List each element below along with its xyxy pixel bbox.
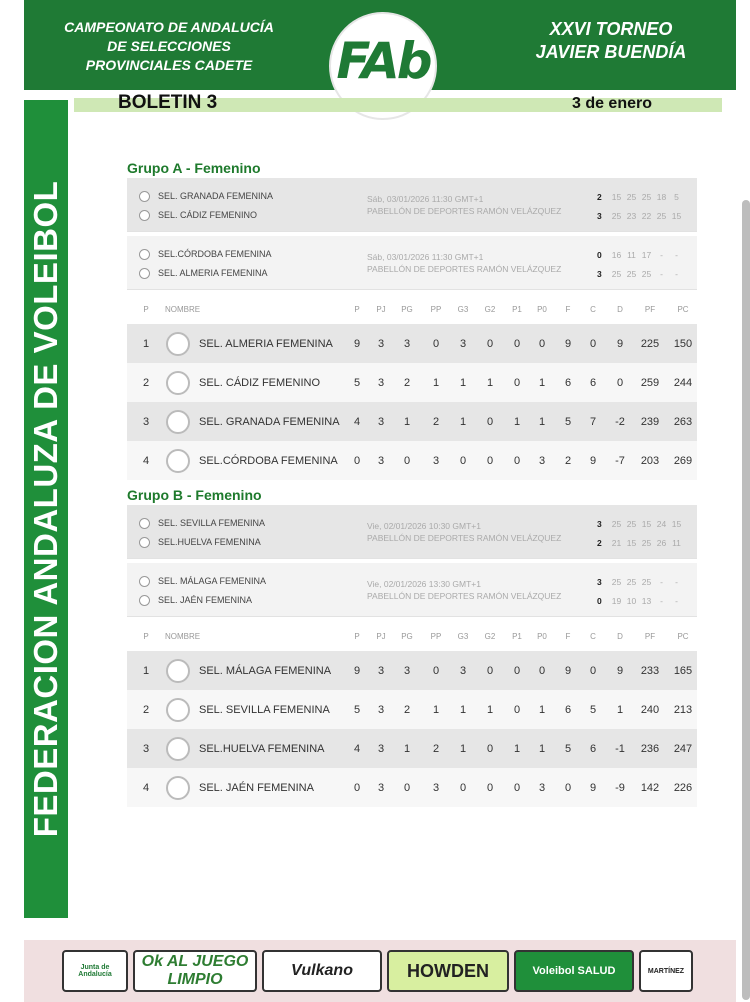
column-header: PC bbox=[677, 631, 689, 641]
cell-name: SEL. GRANADA FEMENINA bbox=[199, 415, 340, 428]
cell-d: -7 bbox=[615, 454, 625, 467]
set-points: 5 bbox=[674, 192, 679, 202]
match-venue: PABELLÓN DE DEPORTES RAMÓN VELÁZQUEZ bbox=[367, 533, 562, 543]
tournament-title-line: XXVI TORNEO bbox=[549, 19, 673, 39]
column-header: P bbox=[354, 304, 360, 314]
match-date: Vie, 02/01/2026 10:30 GMT+1 bbox=[367, 521, 481, 531]
cell-g2: 0 bbox=[486, 337, 494, 350]
cell-c: 9 bbox=[589, 781, 597, 794]
championship-title-line: CAMPEONATO DE ANDALUCÍA bbox=[64, 19, 274, 35]
team-crest-icon bbox=[139, 249, 150, 260]
set-points: 25 bbox=[626, 577, 637, 587]
cell-pos: 2 bbox=[142, 376, 150, 389]
team-crest-icon bbox=[165, 402, 191, 441]
cell-pg: 3 bbox=[403, 337, 411, 350]
match-venue: PABELLÓN DE DEPORTES RAMÓN VELÁZQUEZ bbox=[367, 264, 562, 274]
cell-pg: 0 bbox=[403, 454, 411, 467]
cell-g3: 1 bbox=[459, 742, 467, 755]
cell-f: 9 bbox=[564, 664, 572, 677]
column-header: C bbox=[590, 304, 596, 314]
match-card[interactable] bbox=[127, 178, 697, 232]
federation-logo-text: FAb bbox=[336, 32, 430, 90]
standings-row[interactable] bbox=[127, 651, 697, 690]
cell-g2: 0 bbox=[486, 742, 494, 755]
team-crest-icon bbox=[139, 537, 150, 548]
team-crest-icon bbox=[166, 776, 190, 800]
cell-g3: 1 bbox=[459, 703, 467, 716]
cell-f: 9 bbox=[564, 337, 572, 350]
team-crest-icon bbox=[139, 191, 150, 202]
set-points: 15 bbox=[626, 538, 637, 548]
set-points: - bbox=[660, 269, 663, 279]
cell-g2: 0 bbox=[486, 664, 494, 677]
column-header: PJ bbox=[376, 631, 386, 641]
set-points: - bbox=[660, 250, 663, 260]
cell-pf: 225 bbox=[640, 337, 660, 350]
team-crest-icon bbox=[165, 729, 191, 768]
sponsor-logo: Voleibol SALUD bbox=[514, 950, 634, 992]
cell-pc: 247 bbox=[673, 742, 693, 755]
set-points: 25 bbox=[641, 269, 652, 279]
bulletin-date: 3 de enero bbox=[571, 95, 652, 112]
standings-row[interactable] bbox=[127, 690, 697, 729]
cell-pg: 2 bbox=[403, 703, 411, 716]
cell-pp: 2 bbox=[432, 742, 440, 755]
cell-pp: 1 bbox=[432, 703, 440, 716]
column-header: PF bbox=[644, 631, 656, 641]
cell-d: 9 bbox=[616, 664, 624, 677]
column-header: PC bbox=[677, 304, 689, 314]
cell-p1: 1 bbox=[513, 415, 521, 428]
column-header: PG bbox=[401, 631, 413, 641]
cell-pf: 233 bbox=[640, 664, 660, 677]
cell-g2: 0 bbox=[486, 781, 494, 794]
cell-g3: 1 bbox=[459, 376, 467, 389]
team-crest-icon bbox=[166, 698, 190, 722]
cell-pj: 3 bbox=[377, 415, 385, 428]
home-team bbox=[139, 249, 272, 260]
cell-pg: 2 bbox=[403, 376, 411, 389]
cell-d: -9 bbox=[615, 781, 625, 794]
column-header: G3 bbox=[457, 631, 469, 641]
cell-pc: 269 bbox=[673, 454, 693, 467]
cell-p: 5 bbox=[353, 376, 361, 389]
cell-d: 9 bbox=[616, 337, 624, 350]
cell-pos: 1 bbox=[142, 664, 150, 677]
column-header: D bbox=[617, 631, 623, 641]
away-score bbox=[597, 538, 692, 548]
cell-pos: 3 bbox=[142, 415, 150, 428]
cell-c: 6 bbox=[589, 742, 597, 755]
home-team bbox=[139, 576, 266, 587]
away-team bbox=[139, 537, 261, 548]
set-points: - bbox=[675, 250, 678, 260]
cell-name: SEL. SEVILLA FEMENINA bbox=[199, 703, 330, 716]
cell-d: -1 bbox=[615, 742, 625, 755]
cell-pc: 244 bbox=[673, 376, 693, 389]
cell-g2: 1 bbox=[486, 376, 494, 389]
team-crest-icon bbox=[165, 363, 191, 402]
match-card[interactable] bbox=[127, 563, 697, 617]
set-points: 11 bbox=[627, 250, 636, 260]
match-date: Sáb, 03/01/2026 11:30 GMT+1 bbox=[367, 194, 484, 204]
team-crest-icon bbox=[139, 576, 150, 587]
away-team-name: SEL. CÁDIZ FEMENINO bbox=[158, 210, 258, 220]
home-score bbox=[597, 250, 692, 260]
column-header: F bbox=[565, 631, 571, 641]
cell-name: SEL.CÓRDOBA FEMENINA bbox=[199, 454, 338, 467]
cell-pf: 142 bbox=[640, 781, 660, 794]
cell-pj: 3 bbox=[377, 664, 385, 677]
away-score bbox=[597, 269, 692, 279]
home-team bbox=[139, 191, 273, 202]
sponsor-logo: Ok AL JUEGO LIMPIO bbox=[133, 950, 257, 992]
cell-pf: 240 bbox=[640, 703, 660, 716]
column-header: PP bbox=[430, 304, 442, 314]
championship-title-line: PROVINCIALES CADETE bbox=[85, 57, 253, 73]
team-crest-icon bbox=[139, 518, 150, 529]
away-team bbox=[139, 268, 268, 279]
set-points: 13 bbox=[641, 596, 652, 606]
cell-p0: 1 bbox=[538, 376, 546, 389]
sponsor-logo: Vulkano bbox=[262, 950, 382, 992]
standings-row[interactable] bbox=[127, 441, 697, 480]
set-points: 25 bbox=[611, 269, 622, 279]
cell-pc: 165 bbox=[673, 664, 693, 677]
cell-c: 0 bbox=[589, 664, 597, 677]
column-header: NOMBRE bbox=[165, 304, 201, 314]
set-points: 15 bbox=[611, 192, 622, 202]
set-points: 25 bbox=[626, 519, 637, 529]
set-points: 24 bbox=[656, 519, 667, 529]
cell-pj: 3 bbox=[377, 454, 385, 467]
team-crest-icon bbox=[166, 449, 190, 473]
group-title: Grupo A - Femenino bbox=[127, 160, 261, 176]
set-points: 25 bbox=[656, 211, 667, 221]
home-team-name: SEL. SEVILLA FEMENINA bbox=[158, 518, 266, 528]
side-banner-text: FEDERACION ANDALUZA DE VOLEIBOL bbox=[27, 180, 64, 838]
match-date: Sáb, 03/01/2026 11:30 GMT+1 bbox=[367, 252, 484, 262]
cell-pp: 0 bbox=[432, 337, 440, 350]
cell-p0: 1 bbox=[538, 415, 546, 428]
cell-d: 1 bbox=[616, 703, 624, 716]
cell-p: 5 bbox=[353, 703, 361, 716]
away-score bbox=[597, 596, 692, 606]
cell-pj: 3 bbox=[377, 742, 385, 755]
cell-g2: 0 bbox=[486, 415, 494, 428]
cell-p: 4 bbox=[353, 415, 361, 428]
away-sets: 0 bbox=[597, 596, 602, 606]
cell-g3: 3 bbox=[459, 337, 467, 350]
cell-f: 0 bbox=[564, 781, 572, 794]
set-points: 15 bbox=[671, 519, 682, 529]
cell-p0: 1 bbox=[538, 742, 546, 755]
standings-header bbox=[127, 621, 697, 651]
away-sets: 3 bbox=[597, 211, 602, 221]
column-header: G2 bbox=[484, 631, 496, 641]
cell-pos: 2 bbox=[142, 703, 150, 716]
cell-pos: 1 bbox=[142, 337, 150, 350]
cell-pg: 3 bbox=[403, 664, 411, 677]
column-header: PP bbox=[430, 631, 442, 641]
cell-p1: 0 bbox=[513, 664, 521, 677]
cell-g3: 1 bbox=[459, 415, 467, 428]
away-team bbox=[139, 595, 252, 606]
cell-pg: 0 bbox=[403, 781, 411, 794]
cell-pp: 0 bbox=[432, 664, 440, 677]
championship-title-line: DE SELECCIONES bbox=[107, 38, 231, 54]
cell-p1: 1 bbox=[513, 742, 521, 755]
match-date: Vie, 02/01/2026 13:30 GMT+1 bbox=[367, 579, 481, 589]
column-header: P bbox=[354, 631, 360, 641]
match-venue: PABELLÓN DE DEPORTES RAMÓN VELÁZQUEZ bbox=[367, 206, 562, 216]
championship-title bbox=[24, 18, 314, 75]
cell-f: 5 bbox=[564, 742, 572, 755]
team-crest-icon bbox=[165, 324, 191, 363]
set-points: 16 bbox=[611, 250, 622, 260]
cell-pc: 263 bbox=[673, 415, 693, 428]
group-title: Grupo B - Femenino bbox=[127, 487, 262, 503]
scrollbar[interactable] bbox=[742, 200, 750, 1000]
cell-f: 5 bbox=[564, 415, 572, 428]
cell-pg: 1 bbox=[403, 415, 411, 428]
cell-c: 6 bbox=[589, 376, 597, 389]
team-crest-icon bbox=[165, 441, 191, 480]
column-header: PJ bbox=[376, 304, 386, 314]
set-points: 23 bbox=[626, 211, 637, 221]
match-card[interactable] bbox=[127, 236, 697, 290]
cell-pj: 3 bbox=[377, 703, 385, 716]
team-crest-icon bbox=[166, 410, 190, 434]
set-points: 25 bbox=[641, 538, 652, 548]
set-points: 22 bbox=[641, 211, 652, 221]
cell-p: 0 bbox=[353, 454, 361, 467]
standings-row[interactable] bbox=[127, 324, 697, 363]
cell-pf: 259 bbox=[640, 376, 660, 389]
cell-pos: 4 bbox=[142, 454, 150, 467]
cell-p0: 0 bbox=[538, 664, 546, 677]
cell-p: 0 bbox=[353, 781, 361, 794]
cell-p1: 0 bbox=[513, 376, 521, 389]
set-points: - bbox=[675, 269, 678, 279]
team-crest-icon bbox=[166, 737, 190, 761]
cell-name: SEL. CÁDIZ FEMENINO bbox=[199, 376, 321, 389]
set-points: 25 bbox=[611, 211, 622, 221]
set-points: 15 bbox=[671, 211, 682, 221]
sponsor-logo: Junta de Andalucía bbox=[62, 950, 128, 992]
column-header: P1 bbox=[512, 304, 522, 314]
cell-pos: 4 bbox=[142, 781, 150, 794]
cell-pc: 150 bbox=[673, 337, 693, 350]
cell-pp: 3 bbox=[432, 454, 440, 467]
team-crest-icon bbox=[165, 690, 191, 729]
set-points: - bbox=[660, 577, 663, 587]
cell-name: SEL. ALMERIA FEMENINA bbox=[199, 337, 333, 350]
set-points: 25 bbox=[626, 192, 637, 202]
standings-row[interactable] bbox=[127, 768, 697, 807]
cell-c: 9 bbox=[589, 454, 597, 467]
home-team-name: SEL. GRANADA FEMENINA bbox=[158, 191, 274, 201]
column-header: NOMBRE bbox=[165, 631, 201, 641]
set-points: 25 bbox=[611, 577, 622, 587]
cell-pg: 1 bbox=[403, 742, 411, 755]
cell-p1: 0 bbox=[513, 337, 521, 350]
cell-p0: 3 bbox=[538, 781, 546, 794]
set-points: 26 bbox=[656, 538, 667, 548]
cell-g3: 3 bbox=[459, 664, 467, 677]
team-crest-icon bbox=[139, 210, 150, 221]
set-points: - bbox=[675, 577, 678, 587]
column-header: PG bbox=[401, 304, 413, 314]
set-points: 21 bbox=[611, 538, 622, 548]
set-points: - bbox=[675, 596, 678, 606]
cell-g3: 0 bbox=[459, 781, 467, 794]
cell-d: 0 bbox=[616, 376, 624, 389]
cell-f: 6 bbox=[564, 376, 572, 389]
away-sets: 2 bbox=[597, 538, 602, 548]
cell-p: 9 bbox=[353, 664, 361, 677]
header-banner bbox=[24, 0, 736, 90]
set-points: 17 bbox=[641, 250, 652, 260]
column-header: C bbox=[590, 631, 596, 641]
cell-pc: 213 bbox=[673, 703, 693, 716]
sponsor-logo: MARTÍNEZ bbox=[639, 950, 693, 992]
cell-p1: 0 bbox=[513, 454, 521, 467]
set-points: 25 bbox=[641, 577, 652, 587]
set-points: - bbox=[660, 596, 663, 606]
cell-d: -2 bbox=[615, 415, 625, 428]
away-team-name: SEL.HUELVA FEMENINA bbox=[158, 537, 261, 547]
away-team-name: SEL. ALMERIA FEMENINA bbox=[158, 268, 268, 278]
cell-c: 5 bbox=[589, 703, 597, 716]
cell-pj: 3 bbox=[377, 376, 385, 389]
match-venue: PABELLÓN DE DEPORTES RAMÓN VELÁZQUEZ bbox=[367, 591, 562, 601]
column-header: G2 bbox=[484, 304, 496, 314]
team-crest-icon bbox=[166, 371, 190, 395]
set-points: 25 bbox=[611, 519, 622, 529]
home-sets: 3 bbox=[597, 577, 602, 587]
column-header: PF bbox=[644, 304, 656, 314]
standings-row[interactable] bbox=[127, 402, 697, 441]
set-points: 18 bbox=[656, 192, 667, 202]
cell-name: SEL. MÁLAGA FEMENINA bbox=[199, 664, 332, 677]
tournament-title bbox=[486, 18, 736, 64]
cell-f: 2 bbox=[564, 454, 572, 467]
column-header: G3 bbox=[457, 304, 469, 314]
team-crest-icon bbox=[165, 651, 191, 690]
home-score bbox=[597, 192, 692, 202]
home-sets: 3 bbox=[597, 519, 602, 529]
cell-pos: 3 bbox=[142, 742, 150, 755]
tournament-title-line: JAVIER BUENDÍA bbox=[535, 42, 687, 62]
away-sets: 3 bbox=[597, 269, 602, 279]
cell-pf: 236 bbox=[640, 742, 660, 755]
team-crest-icon bbox=[165, 768, 191, 807]
cell-p1: 0 bbox=[513, 703, 521, 716]
cell-p: 9 bbox=[353, 337, 361, 350]
home-sets: 0 bbox=[597, 250, 602, 260]
team-crest-icon bbox=[139, 268, 150, 279]
column-header: P bbox=[143, 304, 149, 314]
column-header: P0 bbox=[537, 631, 547, 641]
standings-table bbox=[127, 294, 697, 480]
column-header: D bbox=[617, 304, 623, 314]
standings-row[interactable] bbox=[127, 363, 697, 402]
cell-pj: 3 bbox=[377, 781, 385, 794]
set-points: 25 bbox=[626, 269, 637, 279]
match-card[interactable] bbox=[127, 505, 697, 559]
cell-g2: 1 bbox=[486, 703, 494, 716]
cell-p0: 1 bbox=[538, 703, 546, 716]
away-team bbox=[139, 210, 257, 221]
bulletin-title: BOLETIN 3 bbox=[118, 92, 218, 113]
cell-g3: 0 bbox=[459, 454, 467, 467]
cell-pp: 2 bbox=[432, 415, 440, 428]
home-sets: 2 bbox=[597, 192, 602, 202]
cell-pf: 203 bbox=[640, 454, 660, 467]
set-points: 19 bbox=[611, 596, 622, 606]
set-points: 15 bbox=[641, 519, 652, 529]
cell-pj: 3 bbox=[377, 337, 385, 350]
away-team-name: SEL. JAÉN FEMENINA bbox=[158, 595, 253, 605]
cell-pf: 239 bbox=[640, 415, 660, 428]
cell-name: SEL.HUELVA FEMENINA bbox=[199, 742, 325, 755]
column-header: F bbox=[565, 304, 571, 314]
sponsors-bar bbox=[24, 940, 736, 1002]
team-crest-icon bbox=[139, 595, 150, 606]
cell-pc: 226 bbox=[673, 781, 693, 794]
cell-g2: 0 bbox=[486, 454, 494, 467]
standings-header bbox=[127, 294, 697, 324]
cell-c: 7 bbox=[589, 415, 597, 428]
cell-p1: 0 bbox=[513, 781, 521, 794]
home-team-name: SEL. MÁLAGA FEMENINA bbox=[158, 576, 267, 586]
column-header: P1 bbox=[512, 631, 522, 641]
set-points: 11 bbox=[672, 538, 681, 548]
cell-p: 4 bbox=[353, 742, 361, 755]
set-points: 25 bbox=[641, 192, 652, 202]
cell-pp: 3 bbox=[432, 781, 440, 794]
cell-p0: 3 bbox=[538, 454, 546, 467]
cell-pp: 1 bbox=[432, 376, 440, 389]
column-header: P bbox=[143, 631, 149, 641]
home-score bbox=[597, 519, 692, 529]
cell-c: 0 bbox=[589, 337, 597, 350]
standings-row[interactable] bbox=[127, 729, 697, 768]
cell-name: SEL. JAÉN FEMENINA bbox=[199, 781, 314, 794]
team-crest-icon bbox=[166, 332, 190, 356]
sponsor-logo: HOWDEN bbox=[387, 950, 509, 992]
standings-table bbox=[127, 621, 697, 807]
column-header: P0 bbox=[537, 304, 547, 314]
home-score bbox=[597, 577, 692, 587]
away-score bbox=[597, 211, 692, 221]
home-team bbox=[139, 518, 265, 529]
team-crest-icon bbox=[166, 659, 190, 683]
cell-p0: 0 bbox=[538, 337, 546, 350]
cell-f: 6 bbox=[564, 703, 572, 716]
set-points: 10 bbox=[626, 596, 637, 606]
home-team-name: SEL.CÓRDOBA FEMENINA bbox=[158, 249, 272, 259]
